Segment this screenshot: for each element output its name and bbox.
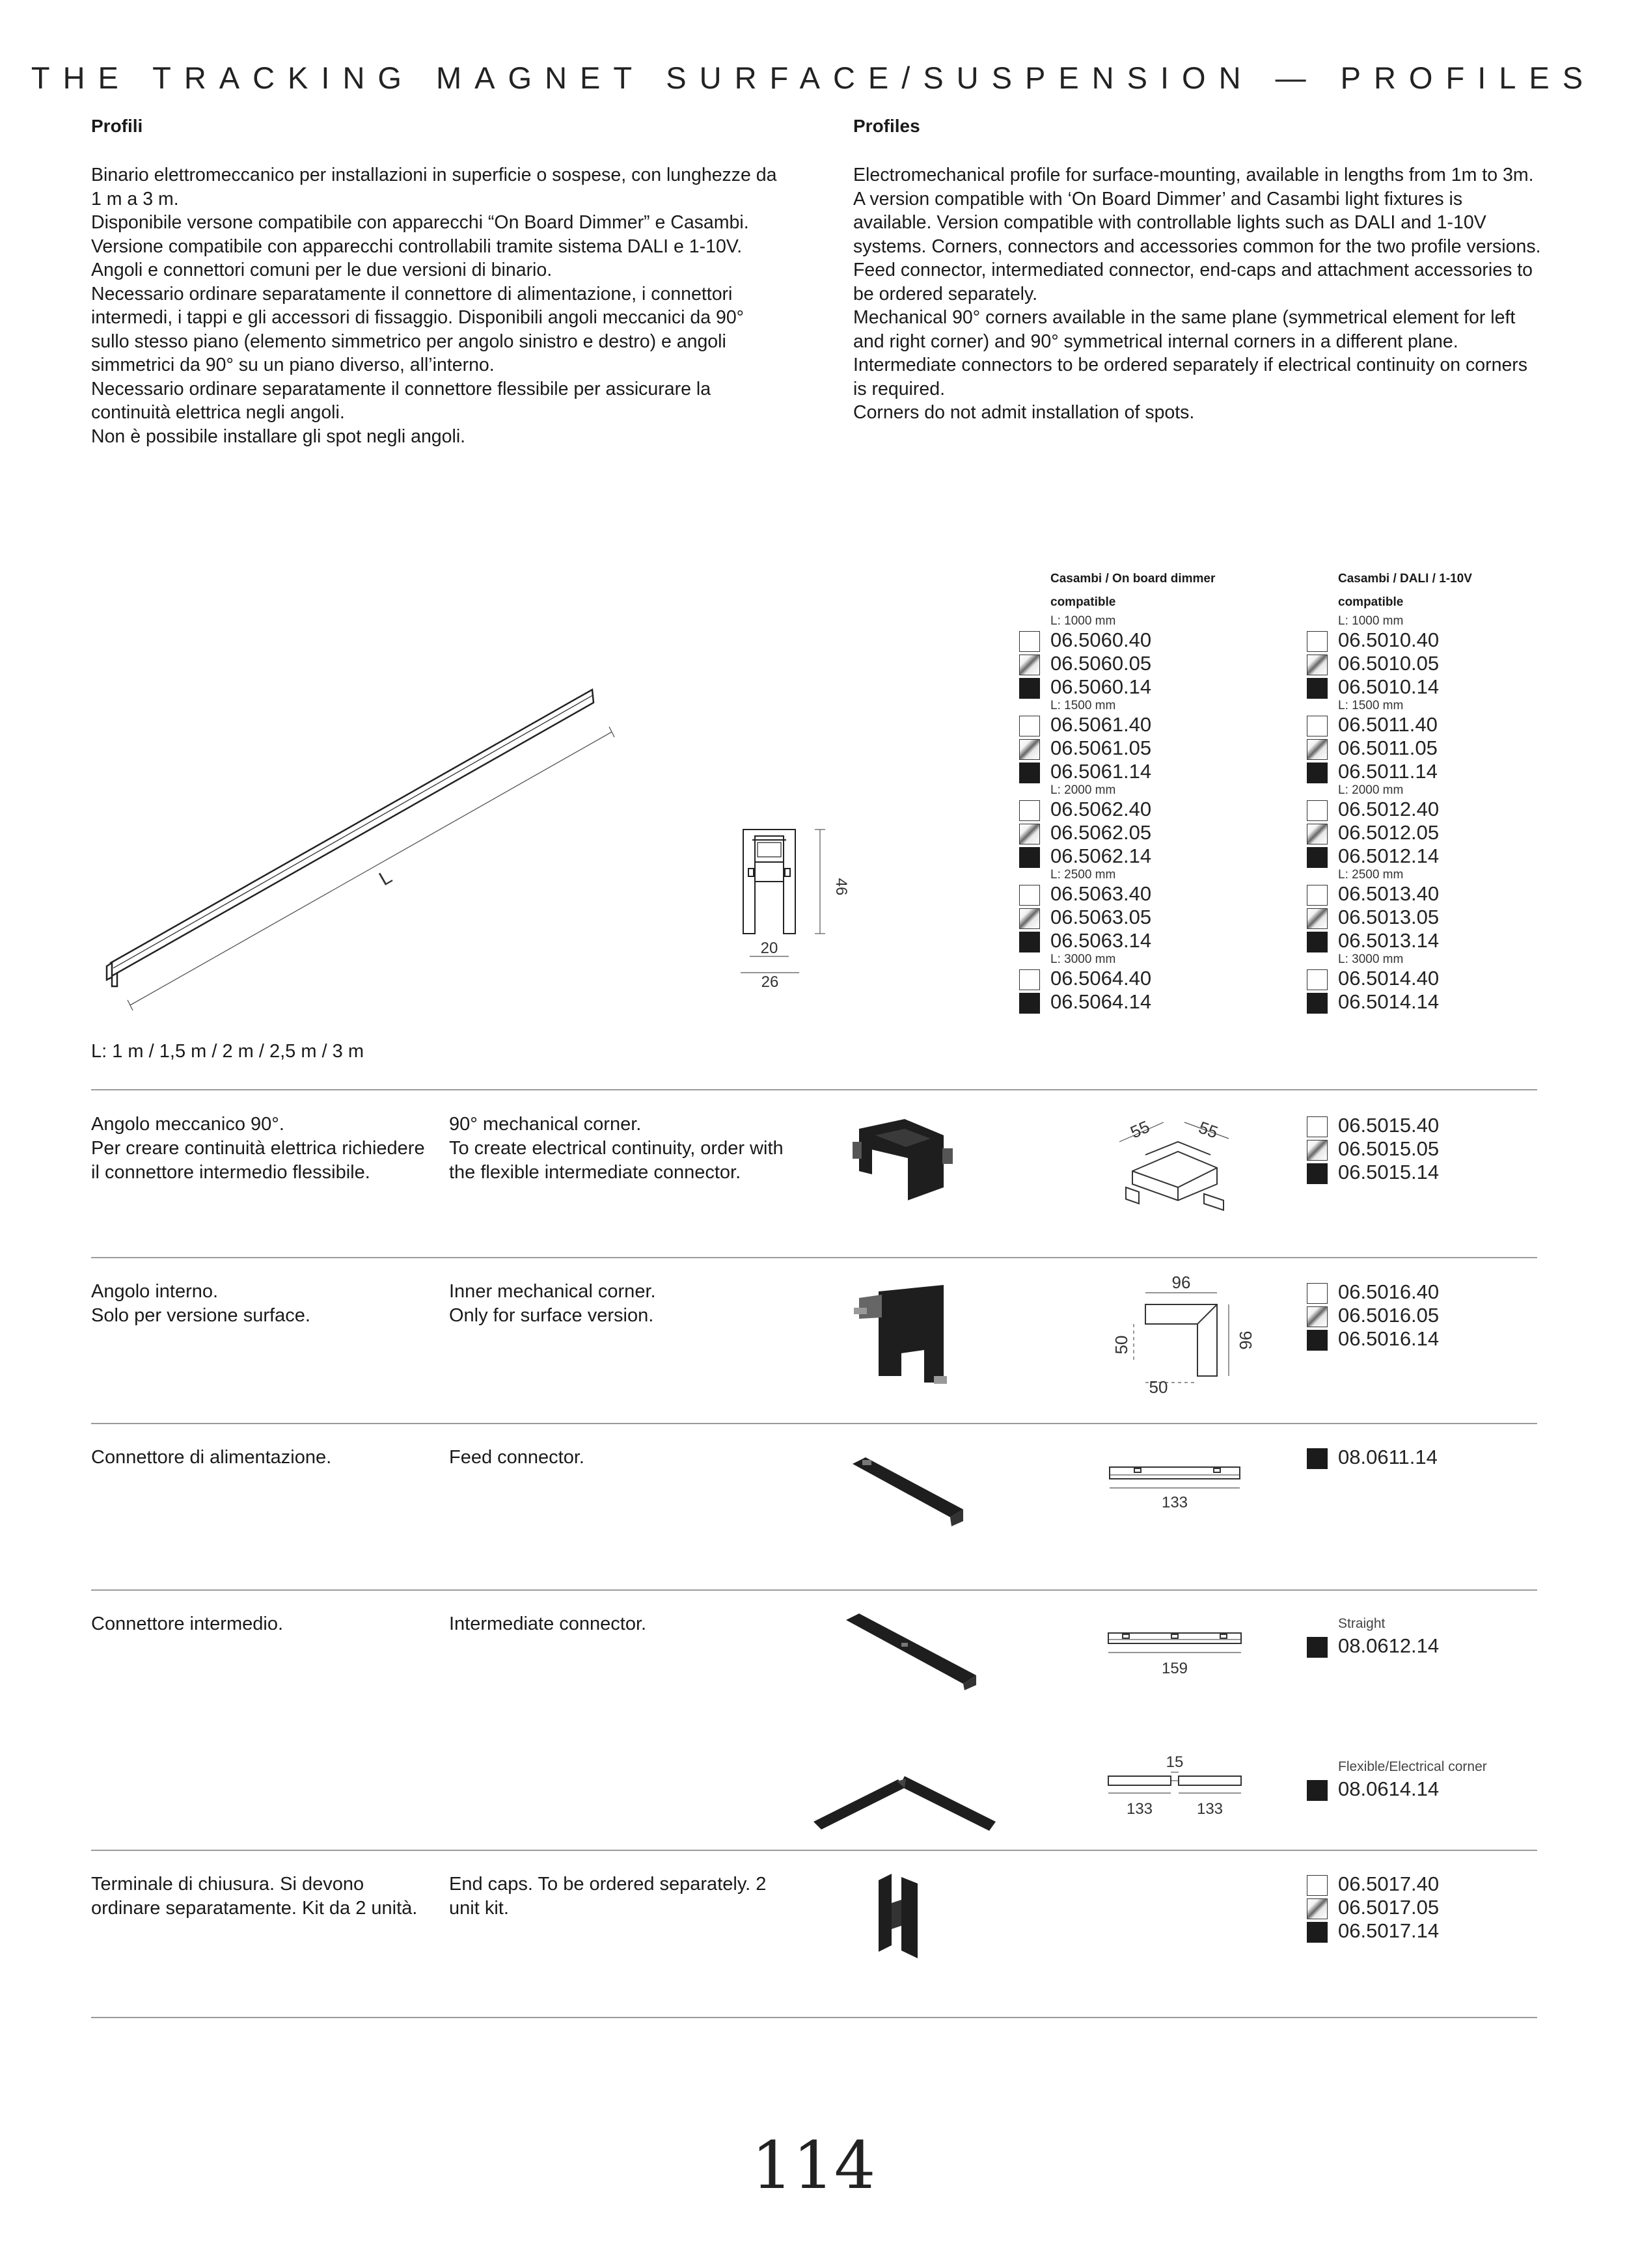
dim-length: 133 bbox=[1161, 1494, 1188, 1511]
code-text: 06.5060.40 bbox=[1050, 628, 1152, 651]
black-swatch bbox=[1307, 1922, 1328, 1943]
code-item bbox=[1019, 760, 1298, 783]
variant-label: Straight bbox=[1338, 1616, 1386, 1631]
text-line: Connettore intermedio. bbox=[91, 1613, 283, 1634]
code-text: 06.5011.14 bbox=[1338, 760, 1438, 783]
dim-left: 50 bbox=[1112, 1335, 1131, 1355]
code-item bbox=[1019, 882, 1298, 906]
code-text: 06.5016.14 bbox=[1338, 1327, 1440, 1350]
code-text: 06.5064.14 bbox=[1050, 990, 1152, 1013]
intro-it-line: Binario elettromeccanico per installazioni in superficie o sospese, con lunghezze da 1 m a 3 m. bbox=[91, 165, 777, 209]
code-text: 06.5015.40 bbox=[1338, 1114, 1440, 1137]
divider bbox=[91, 1589, 1537, 1591]
divider bbox=[91, 1850, 1537, 1851]
intro-en-line: Corners do not admit installation of spots. bbox=[853, 402, 1195, 423]
code-item bbox=[1019, 906, 1298, 929]
code-item bbox=[1307, 713, 1585, 736]
feed-codes bbox=[1307, 1446, 1438, 1469]
code-item bbox=[1019, 628, 1298, 652]
length-group bbox=[1307, 699, 1585, 783]
text-line: Feed connector. bbox=[449, 1447, 584, 1468]
chrome-swatch bbox=[1307, 739, 1328, 760]
intro-it-line: Non è possibile installare gli spot negli angoli. bbox=[91, 425, 466, 447]
intro-it-line: Necessario ordinare separatamente il connettore flessibile per assicurare la continuità elettrica negli angoli. bbox=[91, 378, 711, 423]
intro-it-line: Angoli e connettori comuni per le due versioni di binario. bbox=[91, 260, 553, 280]
code-item bbox=[1019, 990, 1298, 1014]
code-item bbox=[1307, 1446, 1438, 1469]
length-label: L: 1000 mm bbox=[1050, 614, 1116, 628]
code-text: 06.5062.05 bbox=[1050, 821, 1152, 844]
endcaps-product-image bbox=[872, 1867, 950, 1965]
white-swatch bbox=[1019, 631, 1040, 652]
length-group bbox=[1019, 868, 1298, 952]
code-item bbox=[1307, 821, 1585, 844]
black-swatch bbox=[1307, 993, 1328, 1014]
code-item bbox=[1019, 798, 1298, 821]
text-line: Angolo meccanico 90°. bbox=[91, 1114, 284, 1135]
code-text: 08.0611.14 bbox=[1338, 1446, 1438, 1468]
black-swatch bbox=[1307, 847, 1328, 868]
code-text: 06.5011.05 bbox=[1338, 736, 1438, 759]
code-text: 06.5060.05 bbox=[1050, 652, 1152, 675]
black-swatch bbox=[1307, 1448, 1328, 1469]
column-heading bbox=[1338, 567, 1585, 614]
text-line: Terminale di chiusura. Si devono ordinare separatamente. Kit da 2 unità. bbox=[91, 1874, 418, 1919]
intro-it-line: Disponibile versone compatibile con apparecchi “On Board Dimmer” e Casambi. Versione compatibile con apparecchi controllabili tramite sistema DALI e 1-10V. bbox=[91, 212, 749, 257]
row-corner-en bbox=[449, 1113, 787, 1185]
code-item bbox=[1307, 1114, 1439, 1137]
feed-connector-product-image bbox=[846, 1451, 970, 1529]
chrome-swatch bbox=[1019, 908, 1040, 929]
intro-en-heading: Profiles bbox=[853, 116, 920, 136]
black-swatch bbox=[1307, 1637, 1328, 1658]
code-item bbox=[1307, 1327, 1439, 1351]
length-label: L: 3000 mm bbox=[1338, 952, 1404, 966]
black-swatch bbox=[1019, 763, 1040, 783]
code-text: 06.5062.40 bbox=[1050, 798, 1152, 820]
length-group bbox=[1307, 868, 1585, 952]
chrome-swatch bbox=[1307, 655, 1328, 675]
text-line: Per creare continuità elettrica richiedere il connettore intermedio flessibile. bbox=[91, 1138, 425, 1183]
black-swatch bbox=[1019, 993, 1040, 1014]
chrome-swatch bbox=[1019, 655, 1040, 675]
lengths-caption: L: 1 m / 1,5 m / 2 m / 2,5 m / 3 m bbox=[91, 1041, 364, 1062]
code-item bbox=[1307, 882, 1585, 906]
white-swatch bbox=[1307, 969, 1328, 990]
divider bbox=[91, 1089, 1537, 1090]
text-line: Angolo interno. bbox=[91, 1281, 219, 1302]
column-heading-line: compatible bbox=[1338, 595, 1404, 609]
column-heading bbox=[1050, 567, 1298, 614]
text-line: Solo per versione surface. bbox=[91, 1305, 310, 1326]
column-heading-line: compatible bbox=[1050, 595, 1116, 609]
code-text: 06.5016.05 bbox=[1338, 1304, 1440, 1327]
length-label: L: 1000 mm bbox=[1338, 614, 1404, 628]
chrome-swatch bbox=[1307, 824, 1328, 844]
code-item bbox=[1019, 652, 1298, 675]
code-item bbox=[1019, 736, 1298, 760]
code-text: 06.5063.14 bbox=[1050, 929, 1152, 952]
row-inner-corner-it bbox=[91, 1280, 430, 1328]
page-number: 114 bbox=[751, 2127, 876, 2204]
length-group bbox=[1019, 699, 1298, 783]
row-intermediate-en bbox=[449, 1612, 787, 1636]
text-line: To create electrical continuity, order with the flexible intermediate connector. bbox=[449, 1138, 784, 1183]
dim-outer-width: 26 bbox=[761, 973, 779, 991]
row-intermediate-it bbox=[91, 1612, 430, 1636]
chrome-swatch bbox=[1019, 824, 1040, 844]
white-swatch bbox=[1019, 800, 1040, 821]
code-item bbox=[1307, 798, 1585, 821]
corner-product-image bbox=[846, 1109, 963, 1207]
dim-inner-width: 20 bbox=[760, 939, 778, 957]
code-item bbox=[1019, 675, 1298, 699]
code-text: 06.5015.05 bbox=[1338, 1137, 1440, 1160]
page-title: THE TRACKING MAGNET SURFACE/SUSPENSION — PROFILES bbox=[31, 61, 1596, 95]
black-swatch bbox=[1307, 1163, 1328, 1184]
chrome-swatch bbox=[1307, 1140, 1328, 1161]
chrome-swatch bbox=[1019, 739, 1040, 760]
row-corner-it bbox=[91, 1113, 430, 1185]
black-swatch bbox=[1019, 678, 1040, 699]
code-text: 06.5017.40 bbox=[1338, 1872, 1440, 1895]
dim-right: 133 bbox=[1196, 1800, 1224, 1818]
length-group bbox=[1307, 614, 1585, 699]
white-swatch bbox=[1307, 800, 1328, 821]
inner-corner-codes bbox=[1307, 1280, 1439, 1351]
code-item bbox=[1307, 1777, 1439, 1801]
chrome-swatch bbox=[1307, 908, 1328, 929]
white-swatch bbox=[1019, 885, 1040, 906]
code-text: 06.5010.05 bbox=[1338, 652, 1440, 675]
black-swatch bbox=[1307, 1330, 1328, 1351]
dim-height: 46 bbox=[832, 878, 850, 896]
text-line: End caps. To be ordered separately. 2 unit kit. bbox=[449, 1874, 767, 1919]
intro-en-line: Mechanical 90° corners available in the same plane (symmetrical element for left and right corner) and 90° symmetrical internal corners in a different plane. bbox=[853, 307, 1516, 352]
code-item bbox=[1307, 1634, 1439, 1658]
dim-length: 159 bbox=[1161, 1660, 1188, 1677]
corner-dimension-drawing bbox=[1106, 1106, 1243, 1230]
code-text: 06.5011.40 bbox=[1338, 713, 1438, 736]
code-item bbox=[1307, 1919, 1439, 1943]
code-text: 06.5017.05 bbox=[1338, 1896, 1440, 1919]
code-item bbox=[1307, 652, 1585, 675]
intro-it-line: Necessario ordinare separatamente il connettore di alimentazione, i connettori intermedi, i tappi e gli accessori di fissaggio. Disponibili angoli meccanici da 90° sullo stesso piano (elemento simmetrico per angolo sinistro e destro) e angoli simmetrici da 90° su un piano diverso, all’interno. bbox=[91, 283, 745, 375]
code-text: 06.5013.40 bbox=[1338, 882, 1440, 905]
straight-connector-code bbox=[1307, 1634, 1439, 1658]
code-text: 06.5064.40 bbox=[1050, 967, 1152, 990]
code-item bbox=[1307, 760, 1585, 783]
code-text: 06.5014.40 bbox=[1338, 967, 1440, 990]
code-text: 06.5061.40 bbox=[1050, 713, 1152, 736]
dim-bottom: 50 bbox=[1149, 1377, 1168, 1397]
code-item bbox=[1019, 821, 1298, 844]
white-swatch bbox=[1019, 969, 1040, 990]
variant-label: Flexible/Electrical corner bbox=[1338, 1759, 1487, 1774]
code-text: 08.0612.14 bbox=[1338, 1634, 1440, 1657]
text-line: Intermediate connector. bbox=[449, 1613, 647, 1634]
black-swatch bbox=[1307, 678, 1328, 699]
code-text: 06.5014.14 bbox=[1338, 990, 1440, 1013]
code-item bbox=[1307, 990, 1585, 1014]
row-feed-en bbox=[449, 1446, 787, 1470]
length-label: L: 2000 mm bbox=[1338, 783, 1404, 797]
text-line: Only for surface version. bbox=[449, 1305, 654, 1326]
white-swatch bbox=[1307, 1875, 1328, 1896]
row-inner-corner-en bbox=[449, 1280, 787, 1328]
code-text: 06.5063.40 bbox=[1050, 882, 1152, 905]
code-text: 06.5010.40 bbox=[1338, 628, 1440, 651]
intro-it-text bbox=[91, 163, 781, 448]
code-item bbox=[1307, 844, 1585, 868]
code-item bbox=[1019, 929, 1298, 952]
divider bbox=[91, 1423, 1537, 1424]
length-group bbox=[1307, 783, 1585, 868]
code-item bbox=[1307, 736, 1585, 760]
black-swatch bbox=[1307, 763, 1328, 783]
code-item bbox=[1307, 1896, 1439, 1919]
length-group bbox=[1307, 952, 1585, 1014]
chrome-swatch bbox=[1307, 1898, 1328, 1919]
codes-column-ob bbox=[1019, 567, 1298, 1014]
dim-a: 55 bbox=[1127, 1116, 1153, 1142]
intro-en-line: A version compatible with ‘On Board Dimmer’ and Casambi light fixtures is available. Version compatible with controllable lights such as DALI and 1-10V systems. Corners, connectors and accessories common for the two profile versions. bbox=[853, 188, 1541, 257]
code-text: 06.5016.40 bbox=[1338, 1280, 1440, 1303]
code-item bbox=[1307, 1872, 1439, 1896]
code-text: 06.5062.14 bbox=[1050, 844, 1152, 867]
length-group bbox=[1019, 783, 1298, 868]
inner-corner-dimension-drawing bbox=[1106, 1265, 1255, 1397]
code-text: 06.5063.05 bbox=[1050, 906, 1152, 928]
dim-top: 96 bbox=[1171, 1273, 1191, 1292]
divider bbox=[91, 1257, 1537, 1258]
black-swatch bbox=[1019, 932, 1040, 952]
text-line: Inner mechanical corner. bbox=[449, 1281, 656, 1302]
length-label: L: 1500 mm bbox=[1338, 699, 1404, 712]
dim-b: 55 bbox=[1196, 1117, 1221, 1142]
dim-right: 96 bbox=[1236, 1330, 1255, 1350]
flexible-connector-code bbox=[1307, 1777, 1439, 1801]
code-item bbox=[1307, 1280, 1439, 1304]
black-swatch bbox=[1019, 847, 1040, 868]
black-swatch bbox=[1307, 932, 1328, 952]
corner-codes bbox=[1307, 1114, 1439, 1184]
feed-connector-dimension-drawing bbox=[1103, 1461, 1246, 1513]
code-text: 08.0614.14 bbox=[1338, 1777, 1440, 1800]
flexible-connector-dimension-drawing bbox=[1103, 1750, 1246, 1822]
divider bbox=[91, 2017, 1537, 2018]
white-swatch bbox=[1307, 716, 1328, 736]
dim-gap: 15 bbox=[1166, 1753, 1184, 1771]
column-heading-line: Casambi / On board dimmer bbox=[1050, 572, 1216, 586]
text-line: 90° mechanical corner. bbox=[449, 1114, 642, 1135]
inner-corner-product-image bbox=[840, 1278, 957, 1389]
row-endcaps-en bbox=[449, 1872, 787, 1921]
code-text: 06.5061.14 bbox=[1050, 760, 1152, 783]
code-item bbox=[1019, 967, 1298, 990]
intro-en-line: Electromechanical profile for surface-mounting, available in lengths from 1m to 3m. bbox=[853, 165, 1534, 185]
code-text: 06.5013.05 bbox=[1338, 906, 1440, 928]
intro-en-line: Feed connector, intermediated connector, end-caps and attachment accessories to be ordered separately. bbox=[853, 260, 1533, 304]
row-endcaps-it bbox=[91, 1872, 430, 1921]
white-swatch bbox=[1019, 716, 1040, 736]
code-text: 06.5012.05 bbox=[1338, 821, 1440, 844]
length-label: L: 2500 mm bbox=[1050, 868, 1116, 882]
white-swatch bbox=[1307, 885, 1328, 906]
white-swatch bbox=[1307, 1116, 1328, 1137]
code-item bbox=[1307, 906, 1585, 929]
code-text: 06.5015.14 bbox=[1338, 1161, 1440, 1183]
code-text: 06.5012.14 bbox=[1338, 844, 1440, 867]
intro-en-text bbox=[853, 163, 1543, 425]
straight-connector-dimension-drawing bbox=[1103, 1627, 1246, 1679]
profile-section-drawing bbox=[729, 817, 859, 991]
endcaps-codes bbox=[1307, 1872, 1439, 1943]
flexible-connector-product-image bbox=[807, 1750, 1015, 1835]
length-group bbox=[1019, 952, 1298, 1014]
length-label: L: 2500 mm bbox=[1338, 868, 1404, 882]
white-swatch bbox=[1307, 1283, 1328, 1304]
code-item bbox=[1307, 929, 1585, 952]
code-item bbox=[1307, 1304, 1439, 1327]
black-swatch bbox=[1307, 1780, 1328, 1801]
dim-left: 133 bbox=[1126, 1800, 1153, 1818]
codes-column-dali bbox=[1307, 567, 1585, 1014]
code-item bbox=[1019, 844, 1298, 868]
code-text: 06.5010.14 bbox=[1338, 675, 1440, 698]
code-text: 06.5061.05 bbox=[1050, 736, 1152, 759]
length-label: L: 1500 mm bbox=[1050, 699, 1116, 712]
code-item bbox=[1307, 967, 1585, 990]
white-swatch bbox=[1307, 631, 1328, 652]
length-group bbox=[1019, 614, 1298, 699]
straight-connector-product-image bbox=[840, 1607, 983, 1692]
column-heading-line: Casambi / DALI / 1-10V bbox=[1338, 572, 1472, 586]
code-item bbox=[1307, 628, 1585, 652]
code-text: 06.5012.40 bbox=[1338, 798, 1440, 820]
length-label: L bbox=[376, 866, 396, 891]
length-label: L: 2000 mm bbox=[1050, 783, 1116, 797]
code-item bbox=[1307, 675, 1585, 699]
code-text: 06.5017.14 bbox=[1338, 1919, 1440, 1942]
code-item bbox=[1307, 1161, 1439, 1184]
code-text: 06.5013.14 bbox=[1338, 929, 1440, 952]
code-item bbox=[1019, 713, 1298, 736]
code-item bbox=[1307, 1137, 1439, 1161]
profile-track-drawing bbox=[98, 677, 618, 1015]
code-text: 06.5060.14 bbox=[1050, 675, 1152, 698]
chrome-swatch bbox=[1307, 1306, 1328, 1327]
intro-en-line: Intermediate connectors to be ordered separately if electrical continuity on corners is required. bbox=[853, 355, 1528, 399]
text-line: Connettore di alimentazione. bbox=[91, 1447, 332, 1468]
length-label: L: 3000 mm bbox=[1050, 952, 1116, 966]
intro-it-heading: Profili bbox=[91, 116, 143, 136]
row-feed-it bbox=[91, 1446, 430, 1470]
